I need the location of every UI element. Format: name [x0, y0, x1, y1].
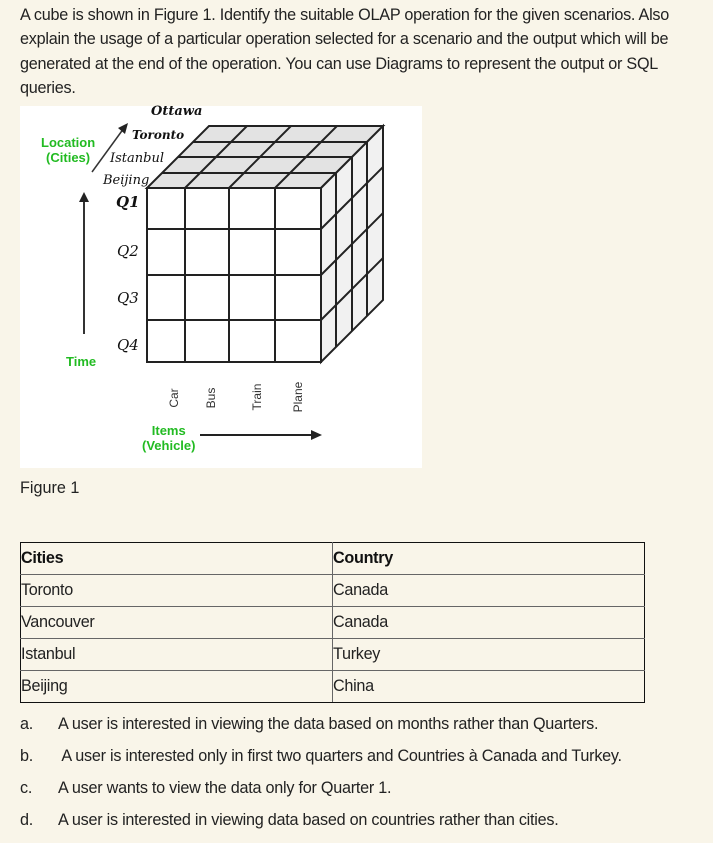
- items-axis-label: [142, 423, 195, 453]
- cell-country: Canada: [333, 575, 645, 607]
- table-header-row: [21, 543, 645, 575]
- table-row: [21, 639, 645, 671]
- city-label-ottawa: Ottawa: [151, 104, 203, 119]
- scenario-item-a: [20, 715, 710, 747]
- quarter-label-q4: Q4: [117, 336, 139, 354]
- header-country: Country: [333, 543, 645, 575]
- time-axis-label: Time: [66, 354, 97, 369]
- quarter-label-q1: Q1: [116, 193, 140, 211]
- scenario-marker: c.: [20, 779, 33, 797]
- city-label-istanbul: Istanbul: [110, 151, 165, 166]
- cell-city: Toronto: [21, 575, 333, 607]
- scenario-marker: b.: [20, 747, 34, 765]
- vehicle-label-plane: Plane: [291, 381, 305, 413]
- table-row: [21, 575, 645, 607]
- location-axis-label: [41, 135, 95, 165]
- header-cities: Cities: [21, 543, 333, 575]
- olap-cube-figure: [20, 106, 422, 468]
- city-label-toronto: Toronto: [132, 128, 185, 142]
- cell-country: Canada: [333, 607, 645, 639]
- cell-city: Vancouver: [21, 607, 333, 639]
- figure-caption: Figure 1: [20, 479, 80, 497]
- scenario-marker: d.: [20, 811, 34, 829]
- vehicle-label-train: Train: [250, 383, 264, 411]
- scenario-item-c: [20, 779, 710, 811]
- items-label-line2: (Vehicle): [142, 438, 196, 453]
- question-text: A cube is shown in Figure 1. Identify the suitable OLAP operation for the given scenarios. Also explain the usage of a particular operation selected for a scenario and the output which will be generated at the end of the operation. You can use Diagrams to represent the output or SQL queries.: [20, 6, 670, 97]
- scenario-item-d: [20, 811, 710, 843]
- vehicle-label-bus: Bus: [204, 387, 218, 409]
- cell-city: Istanbul: [21, 639, 333, 671]
- quarter-label-q2: Q2: [117, 242, 139, 260]
- scenario-text: A user is interested in viewing data based on countries rather than cities.: [58, 811, 559, 829]
- scenario-text: A user is interested in viewing the data based on months rather than Quarters.: [58, 715, 599, 733]
- cell-city: Beijing: [21, 671, 333, 703]
- table-row: [21, 607, 645, 639]
- vehicle-label-car: Car: [167, 388, 181, 408]
- cell-country: Turkey: [333, 639, 645, 671]
- items-label-line1: Items: [151, 423, 186, 438]
- city-label-beijing: Beijing: [103, 173, 150, 188]
- scenario-text: A user is interested only in first two quarters and Countries à Canada and Turkey.: [58, 747, 622, 765]
- scenario-marker: a.: [20, 715, 34, 733]
- table-row: [21, 671, 645, 703]
- cities-country-table: [20, 542, 645, 703]
- location-label-line1: Location: [41, 135, 96, 150]
- scenario-item-b: [20, 747, 710, 779]
- quarter-label-q3: Q3: [117, 289, 139, 307]
- scenario-list: [20, 715, 710, 843]
- location-label-line2: (Cities): [46, 150, 91, 165]
- cell-country: China: [333, 671, 645, 703]
- scenario-text: A user wants to view the data only for Quarter 1.: [58, 779, 392, 797]
